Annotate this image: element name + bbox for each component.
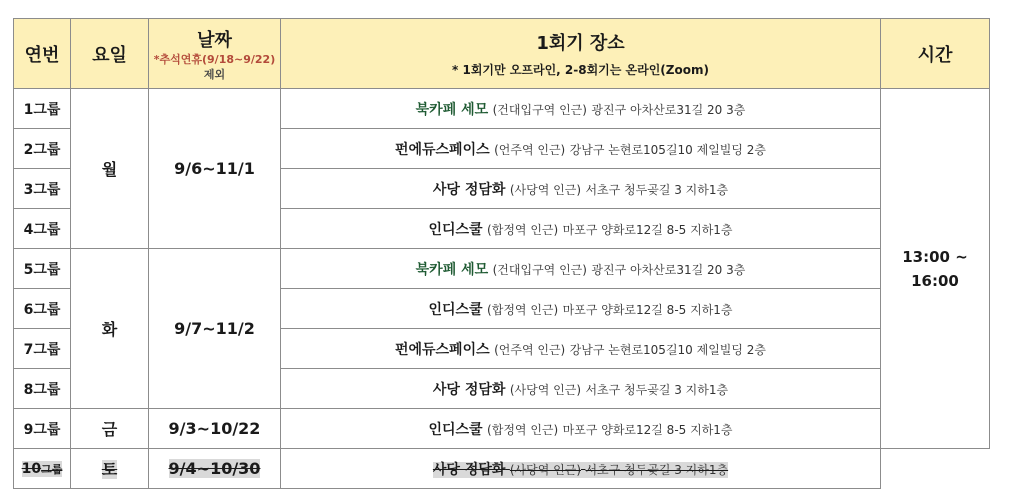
venue-name: 인디스쿨 (428, 221, 483, 238)
place-cell (281, 289, 881, 329)
table-row (14, 249, 990, 289)
venue-address: 마포구 양화로12길 8-5 지하1층 (562, 302, 733, 317)
day-cell: 월 (71, 89, 149, 249)
place-cell (281, 129, 881, 169)
venue-area: (사당역 인근) (509, 382, 581, 397)
venue-address: 마포구 양화로12길 8-5 지하1층 (562, 422, 733, 437)
place-cell (281, 409, 881, 449)
header-row (14, 19, 990, 89)
group-cell: 9그룹 (14, 409, 71, 449)
place-cell (281, 209, 881, 249)
venue-address: 마포구 양화로12길 8-5 지하1층 (562, 222, 733, 237)
venue-name: 펀에듀스페이스 (394, 141, 490, 158)
venue-address: 광진구 아차산로31길 20 3층 (591, 262, 746, 277)
venue-area: (언주역 인근) (494, 342, 566, 357)
table-row (14, 409, 990, 449)
schedule-table (13, 18, 990, 489)
venue-address: 서초구 청두곶길 3 지하1층 (585, 182, 729, 197)
date-cell: 9/3~10/22 (149, 409, 281, 449)
header-time: 시간 (881, 19, 990, 89)
place-cell (281, 369, 881, 409)
date-cell: 9/7~11/2 (149, 249, 281, 409)
date-cell: 9/6~11/1 (149, 89, 281, 249)
group-cell: 1그룹 (14, 89, 71, 129)
venue-name: 인디스쿨 (428, 301, 483, 318)
schedule-table-container (13, 18, 990, 489)
venue-address: 강남구 논현로105길10 제일빌딩 2층 (569, 142, 767, 157)
venue-area: (건대입구역 인근) (492, 102, 587, 117)
group-cell: 4그룹 (14, 209, 71, 249)
venue-area: (사당역 인근) (509, 462, 581, 477)
place-cell (281, 249, 881, 289)
venue-name: 북카페 세모 (415, 261, 489, 278)
venue-address: 강남구 논현로105길10 제일빌딩 2층 (569, 342, 767, 357)
day-cell: 금 (71, 409, 149, 449)
header-num: 연번 (14, 19, 71, 89)
group-cell: 6그룹 (14, 289, 71, 329)
venue-name: 북카페 세모 (415, 101, 489, 118)
venue-area: (건대입구역 인근) (492, 262, 587, 277)
place-cell (281, 329, 881, 369)
group-cell: 5그룹 (14, 249, 71, 289)
venue-address: 광진구 아차산로31길 20 3층 (591, 102, 746, 117)
day-cell: 화 (71, 249, 149, 409)
venue-area: (합정역 인근) (487, 222, 559, 237)
group-cell: 8그룹 (14, 369, 71, 409)
time-cell: 13:00 ~ 16:00 (881, 89, 990, 449)
venue-area: (합정역 인근) (487, 422, 559, 437)
header-day: 요일 (71, 19, 149, 89)
table-row (14, 89, 990, 129)
place-cell (281, 89, 881, 129)
group-cell: 3그룹 (14, 169, 71, 209)
venue-name: 사당 정담화 (432, 181, 506, 198)
venue-address: 서초구 청두곶길 3 지하1층 (585, 382, 729, 397)
group-cell: 10그룹 (14, 449, 71, 489)
group-cell: 7그룹 (14, 329, 71, 369)
venue-name: 사당 정담화 (432, 381, 506, 398)
venue-area: (합정역 인근) (487, 302, 559, 317)
place-cell (281, 449, 881, 489)
venue-name: 펀에듀스페이스 (394, 341, 490, 358)
venue-address: 서초구 청두곶길 3 지하1층 (585, 462, 729, 477)
place-cell (281, 169, 881, 209)
header-place: 1회기 장소 * 1회기만 오프라인, 2-8회기는 온라인(Zoom) (281, 19, 881, 89)
day-cell: 토 (71, 449, 149, 489)
venue-area: (사당역 인근) (509, 182, 581, 197)
venue-name: 사당 정담화 (432, 461, 506, 478)
date-cell: 9/4~10/30 (149, 449, 281, 489)
group-cell: 2그룹 (14, 129, 71, 169)
header-date: 날짜 *추석연휴(9/18~9/22) 제외 (149, 19, 281, 89)
venue-area: (언주역 인근) (494, 142, 566, 157)
venue-name: 인디스쿨 (428, 421, 483, 438)
table-row-cancelled (14, 449, 990, 489)
